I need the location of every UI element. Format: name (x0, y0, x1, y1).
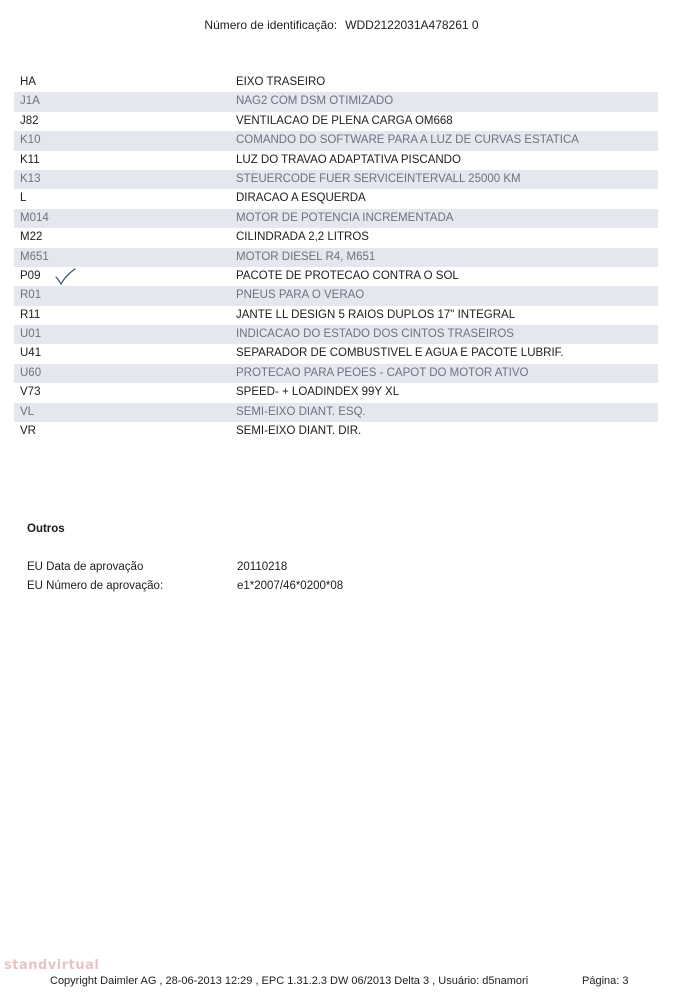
option-code: K10 (20, 134, 41, 147)
option-description: PROTECAO PARA PEOES - CAPOT DO MOTOR ATIVO (236, 366, 529, 379)
table-row (14, 112, 658, 131)
option-code: R11 (20, 308, 41, 321)
table-row (14, 73, 658, 92)
table-row (14, 344, 658, 363)
approval-number-value: e1*2007/46*0200*08 (237, 580, 344, 592)
watermark-logo: standvirtual (4, 958, 100, 973)
page-number: Página: 3 (582, 975, 629, 987)
option-code: J82 (20, 114, 39, 127)
option-code: K11 (20, 153, 40, 166)
option-code: U60 (20, 366, 42, 379)
option-code: V73 (20, 386, 41, 399)
vin-header (0, 18, 683, 32)
option-code: U41 (20, 347, 42, 360)
option-code: P09 (20, 269, 41, 282)
option-code-table (14, 73, 658, 441)
table-row (14, 267, 658, 286)
option-description: SEPARADOR DE COMBUSTIVEL E AGUA E PACOTE LUBRIF. (236, 347, 564, 360)
option-description: MOTOR DE POTENCIA INCREMENTADA (236, 211, 454, 224)
option-description: LUZ DO TRAVAO ADAPTATIVA PISCANDO (236, 153, 461, 166)
option-description: MOTOR DIESEL R4, M651 (236, 250, 376, 263)
table-row (14, 209, 658, 228)
table-row (14, 170, 658, 189)
option-code: M014 (20, 211, 49, 224)
option-description: COMANDO DO SOFTWARE PARA A LUZ DE CURVAS ESTATICA (236, 134, 579, 147)
option-description: PNEUS PARA O VERAO (236, 289, 365, 302)
option-description: INDICACAO DO ESTADO DOS CINTOS TRASEIROS (236, 328, 514, 341)
vin-value: WDD2122031A478261 0 (345, 18, 479, 32)
option-code: L (20, 192, 27, 205)
option-description: DIRACAO A ESQUERDA (236, 192, 366, 205)
approval-number-label: EU Número de aprovação: (27, 580, 164, 592)
option-description: NAG2 COM DSM OTIMIZADO (236, 95, 394, 108)
option-code: M22 (20, 231, 43, 244)
table-row (14, 383, 658, 402)
option-code: K13 (20, 172, 41, 185)
table-row (14, 325, 658, 344)
option-code: VR (20, 425, 36, 438)
option-code: VL (20, 405, 35, 418)
table-row (14, 151, 658, 170)
table-row (14, 364, 658, 383)
outros-title: Outros (27, 523, 65, 535)
table-row (14, 286, 658, 305)
option-description: EIXO TRASEIRO (236, 76, 326, 88)
option-description: STEUERCODE FUER SERVICEINTERVALL 25000 KM (236, 172, 521, 185)
option-description: CILINDRADA 2,2 LITROS (236, 231, 369, 244)
option-description: VENTILACAO DE PLENA CARGA OM668 (236, 114, 453, 127)
page-footer (50, 975, 629, 987)
option-code: HA (20, 76, 36, 88)
option-code: R01 (20, 289, 42, 302)
table-row (14, 228, 658, 247)
table-row (14, 131, 658, 150)
table-row (14, 403, 658, 422)
handwritten-check-icon (54, 268, 76, 286)
option-code: U01 (20, 328, 42, 341)
option-description: SPEED- + LOADINDEX 99Y XL (236, 386, 400, 399)
table-row (14, 306, 658, 325)
table-row (14, 248, 658, 267)
table-row (14, 92, 658, 111)
table-row (14, 189, 658, 208)
vin-label: Número de identificação: (204, 18, 338, 32)
option-description: SEMI-EIXO DIANT. DIR. (236, 425, 362, 438)
option-code: M651 (20, 250, 49, 263)
table-row (14, 422, 658, 441)
option-description: SEMI-EIXO DIANT. ESQ. (236, 405, 366, 418)
approval-date-value: 20110218 (237, 561, 288, 573)
footer-copyright: Copyright Daimler AG , 28-06-2013 12:29 , EPC 1.31.2.3 DW 06/2013 Delta 3 , Usuário: d5namori (50, 975, 529, 987)
approval-date-label: EU Data de aprovação (27, 561, 144, 573)
option-description: JANTE LL DESIGN 5 RAIOS DUPLOS 17" INTEGRAL (236, 308, 516, 321)
option-description: PACOTE DE PROTECAO CONTRA O SOL (236, 269, 459, 282)
option-code: J1A (20, 95, 40, 108)
